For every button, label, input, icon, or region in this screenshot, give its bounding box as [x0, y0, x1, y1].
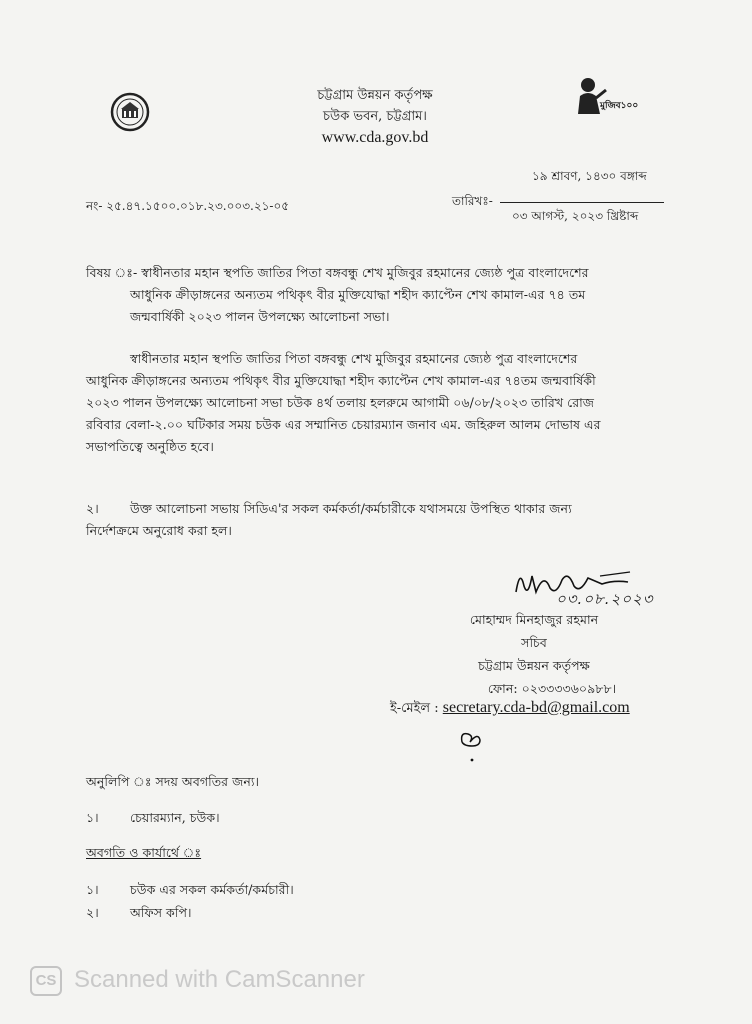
action-item [86, 882, 294, 902]
cs-logo-icon: CS [30, 966, 62, 996]
org-name: চট্টগ্রাম উন্নয়ন কর্তৃপক্ষ [317, 88, 433, 103]
date-bangla: ১৯ শ্রাবণ, ১৪৩০ বঙ্গাব্দ [532, 169, 647, 183]
subject [86, 262, 696, 328]
action-item [86, 905, 192, 925]
cc-item-text: চেয়ারম্যান, চউক। [130, 810, 220, 825]
signatory-org: চট্টগ্রাম উন্নয়ন কর্তৃপক্ষ [478, 658, 590, 673]
para2-line-1: উক্ত আলোচনা সভায় সিডিএ'র সকল কর্মকর্তা/কর্মচারীকে যথাসময়ে উপস্থিত থাকার জন্য [130, 501, 572, 516]
para1-line-2: আধুনিক ক্রীড়াঙ্গনের অন্যতম পথিকৃৎ বীর মুক্তিযোদ্ধা শহীদ ক্যাপ্টেন শেখ কামাল-এর ৭৪তম জন্মবার্ষিকী [86, 373, 596, 388]
subject-line-3: জন্মবার্ষিকী ২০২৩ পালন উপলক্ষ্যে আলোচনা সভা। [130, 309, 390, 324]
signature-date: ০৩.০৮.২০২৩ [556, 590, 654, 608]
org-address: চউক ভবন, চট্টগ্রাম। [323, 109, 427, 124]
signatory-name: মোহাম্মদ মিনহাজুর রহমান [469, 612, 599, 627]
scanner-text: Scanned with CamScanner [74, 966, 365, 993]
action-item-number: ১। [86, 882, 99, 897]
para2-line-2: নির্দেশক্রমে অনুরোধ করা হল। [86, 523, 232, 538]
camscanner-watermark [30, 966, 410, 998]
cc-item-number: ১। [86, 810, 99, 825]
email-row [390, 699, 630, 720]
subject-line-2: আধুনিক ক্রীড়াঙ্গনের অন্যতম পথিকৃৎ বীর মুক্তিযোদ্ধা শহীদ ক্যাপ্টেন শেখ কামাল-এর ৭৪ তম [130, 287, 586, 302]
para1-line-4: রবিবার বেলা-২.০০ ঘটিকার সময় চউক এর সম্মানিত চেয়ারম্যান জনাব এম. জহিরুল আলম দোভাষ এর [86, 417, 601, 432]
memo-number: নং- ২৫.৪৭.১৫০০.০১৮.২৩.০০৩.২১-০৫ [86, 199, 290, 213]
cc-item [86, 810, 220, 830]
para1-line-5: সভাপতিত্বে অনুষ্ঠিত হবে। [86, 439, 214, 454]
cc-label: অনুলিপি ঃ সদয় অবগতির জন্য। [86, 774, 260, 789]
mujib100-logo [574, 76, 646, 116]
signature-block [444, 608, 624, 700]
para2-number: ২। [86, 501, 99, 516]
action-label: অবগতি ও কার্যার্থে ঃ [86, 845, 202, 860]
subject-label: বিষয় ঃ- [86, 265, 138, 280]
para1-line-3: ২০২৩ পালন উপলক্ষ্যে আলোচনা সভা চউক ৪র্থ তলায় হলরুমে আগামী ০৬/০৮/২০২৩ তারিখ রোজ [86, 395, 595, 410]
body-paragraph-1 [86, 348, 684, 458]
action-item-number: ২। [86, 905, 99, 920]
body-paragraph-2 [86, 498, 684, 542]
signatory-designation: সচিব [521, 635, 547, 650]
para1-line-1: স্বাধীনতার মহান স্থপতি জাতির পিতা বঙ্গবন্ধু শেখ মুজিবুর রহমানের জ্যেষ্ঠ পুত্র বাংলাদেশের [130, 351, 578, 366]
action-item-text: চউক এর সকল কর্মকর্তা/কর্মচারী। [130, 882, 294, 897]
date-label: তারিখঃ- [452, 194, 493, 208]
date-english: ০৩ আগস্ট, ২০২৩ খ্রিষ্টাব্দ [512, 209, 639, 223]
mujib100-text: মুজিব১০০ [600, 101, 639, 111]
cda-logo [110, 92, 150, 132]
subject-line-1: স্বাধীনতার মহান স্থপতি জাতির পিতা বঙ্গবন্ধু শেখ মুজিবুর রহমানের জ্যেষ্ঠ পুত্র বাংলাদেশের [141, 265, 589, 280]
email-label: ই-মেইল : [390, 701, 439, 716]
signatory-phone: ফোন: ০২৩৩৩৩৬০৯৮৮। [487, 681, 617, 696]
action-item-text: অফিস কপি। [130, 905, 192, 920]
date-divider [500, 202, 664, 203]
org-website: www.cda.gov.bd [321, 129, 429, 146]
email-link[interactable]: secretary.cda-bd@gmail.com [442, 699, 630, 716]
initials-mark [456, 724, 486, 764]
